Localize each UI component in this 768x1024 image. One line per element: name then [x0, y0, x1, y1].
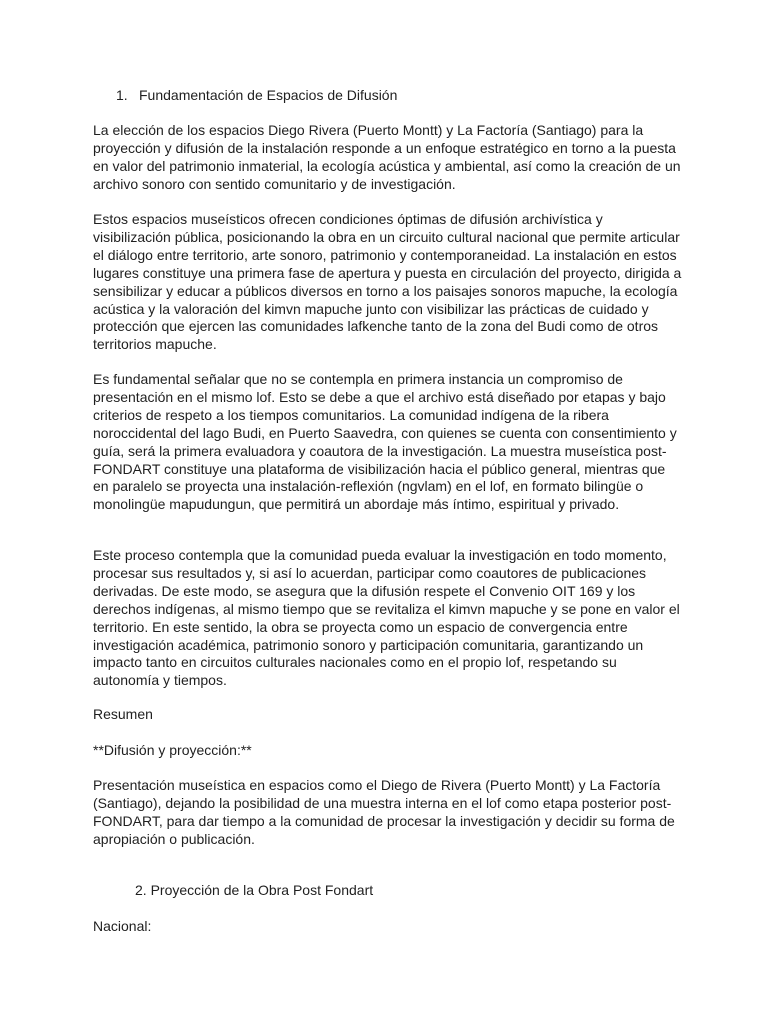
difusion-heading: **Difusión y proyección:**	[93, 742, 252, 758]
section-1-number: 1.	[116, 87, 128, 103]
paragraph-espacios-museisticos: Estos espacios museísticos ofrecen condiciones óptimas de difusión archivística y visibilización pública, posicionando la obra en un circuito cultural nacional que permite articular el diálogo entre territorio, arte sonoro, patrimonio y contemporaneidad. La instalación en estos lugares constituye una primera fase de apertura y puesta en circulación del proyecto, dirigida a sensibilizar y educar a públicos diversos en torno a los paisajes sonoros mapuche, la ecología acústica y la valoración del kimvn mapuche junto con visibilizar las prácticas de cuidado y protección que ejercen las comunidades lafkenche tanto de la zona del Budi como de otros territorios mapuche.	[93, 211, 682, 353]
section-1-heading	[116, 87, 397, 105]
paragraph-compromiso-lof: Es fundamental señalar que no se contempla en primera instancia un compromiso de presentación en el mismo lof. Esto se debe a que el archivo está diseñado por etapas y bajo criterios de respeto a los tiempos comunitarios. La comunidad indígena de la ribera noroccidental del lago Budi, en Puerto Saavedra, con quienes se cuenta con consentimiento y guía, será la primera evaluadora y coautora de la investigación. La muestra museística post-FONDART constituye una plataforma de visibilización hacia el público general, mientras que en paralelo se proyecta una instalación-reflexión (ngvlam) en el lof, en formato bilingüe o monolingüe mapudungun, que permitirá un abordaje más íntimo, espiritual y privado.	[93, 371, 677, 513]
section-2-heading: 2. Proyección de la Obra Post Fondart	[135, 882, 374, 898]
section-1-title: Fundamentación de Espacios de Difusión	[139, 87, 398, 103]
nacional-label: Nacional:	[93, 918, 152, 934]
resumen-label: Resumen	[93, 706, 153, 722]
paragraph-evaluacion-comunidad: Este proceso contempla que la comunidad pueda evaluar la investigación en todo momento, procesar sus resultados y, si así lo acuerdan, participar como coautores de publicaciones derivadas. De este modo, se asegura que la difusión respete el Convenio OIT 169 y los derechos indígenas, al mismo tiempo que se revitaliza el kimvn mapuche y se pone en valor el territorio. En este sentido, la obra se proyecta como un espacio de convergencia entre investigación académica, patrimonio sonoro y participación comunitaria, garantizando un impacto tanto en circuitos culturales nacionales como en el propio lof, respetando su autonomía y tiempos.	[93, 547, 680, 689]
summary-paragraph: Presentación museística en espacios como el Diego de Rivera (Puerto Montt) y La Factoría (Santiago), dejando la posibilidad de una muestra interna en el lof como etapa posterior post-FONDART, para dar tiempo a la comunidad de procesar la investigación y decidir su forma de apropiación o publicación.	[93, 777, 675, 847]
paragraph-espacios-eleccion: La elección de los espacios Diego Rivera (Puerto Montt) y La Factoría (Santiago) para la proyección y difusión de la instalación responde a un enfoque estratégico en torno a la puesta en valor del patrimonio inmaterial, la ecología acústica y ambiental, así como la creación de un archivo sonoro con sentido comunitario y de investigación.	[93, 122, 681, 192]
